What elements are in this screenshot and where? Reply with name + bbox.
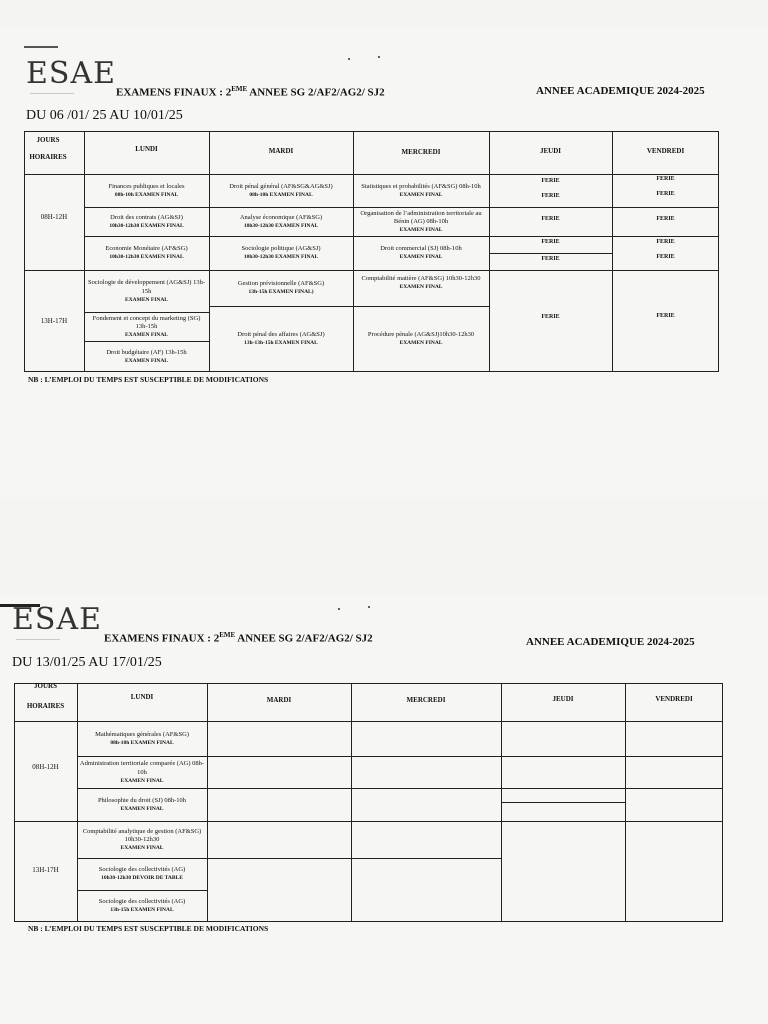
ferie-label: FERIE: [656, 176, 675, 182]
dot-mark: [338, 608, 340, 610]
header-jeudi: JEUDI: [539, 147, 561, 155]
header-vendredi: VENDREDI: [655, 695, 693, 703]
ferie-label: FERIE: [656, 239, 675, 245]
exam-title: EXAMENS FINAUX : 2EME ANNEE SG 2/AF2/AG2/ SJ2: [116, 85, 385, 99]
exam-title: EXAMENS FINAUX : 2EME ANNEE SG 2/AF2/AG2/ SJ2: [104, 631, 373, 645]
header-horaires: HORAIRES: [26, 702, 65, 710]
ferie-label: FERIE: [656, 216, 675, 222]
exam-cell: Droit budgétaire (AF) 13h-15h EXAMEN FINAL: [106, 348, 187, 364]
exam-cell: Fondement et concept du marketing (SG) 13h-15h EXAMEN FINAL: [92, 314, 201, 339]
ferie-label: FERIE: [541, 216, 560, 222]
exam-cell: Administration territoriale comparée (AG) 08h-10h EXAMEN FINAL: [79, 760, 205, 784]
ferie-label: FERIE: [656, 313, 675, 319]
ferie-label: FERIE: [656, 254, 675, 260]
exam-cell: Sociologie politique (AG&SJ) 10h30-12h30 EXAMEN FINAL: [241, 245, 321, 261]
slot-morning: 08H-12H: [32, 763, 59, 771]
schedule-sheet-week1: [0, 28, 768, 498]
header-mercredi: MERCREDI: [401, 148, 441, 156]
exam-cell: Economie Monétaire (AF&SG) 10h30-12h30 EXAMEN FINAL: [105, 245, 188, 261]
header-lundi: LUNDI: [130, 693, 154, 701]
exam-cell: Droit pénal des affaires (AG&SJ) 13h-13h-15h EXAMEN FINAL: [237, 331, 325, 347]
dot-mark: [368, 606, 370, 608]
exam-cell: Sociologie de développement (AG&SJ) 13h-15h EXAMEN FINAL: [88, 279, 205, 303]
nb-note: NB : L’EMPLOI DU TEMPS EST SUSCEPTIBLE DE MODIFICATIONS: [28, 375, 269, 384]
academic-year: ANNEE ACADEMIQUE 2024-2025: [526, 636, 695, 648]
schedule-sheet-week2: [0, 596, 768, 1024]
exam-period: DU 06 /01/ 25 AU 10/01/25: [26, 108, 183, 123]
header-jours: JOURS: [36, 136, 60, 144]
exam-cell: Statistiques et probabilités (AF&SG) 08h-10h EXAMEN FINAL: [361, 182, 481, 198]
exam-cell: Philosophie du droit (SJ) 08h-10h EXAMEN FINAL: [97, 796, 187, 812]
ferie-label: FERIE: [541, 256, 560, 262]
exam-cell: Finances publiques et locales 08h-10h EXAMEN FINAL: [108, 182, 185, 198]
logo-subtitle: ———————————: [16, 636, 60, 641]
exam-cell: Gestion prévisionnelle (AF&SG) 13h-15h EXAMEN FINAL): [237, 280, 325, 296]
exam-period: DU 13/01/25 AU 17/01/25: [12, 655, 162, 670]
exam-cell: Comptabilité analytique de gestion (AF&SG) 10h30-12h30 EXAMEN FINAL: [82, 827, 202, 852]
ferie-label: FERIE: [541, 178, 560, 184]
slot-afternoon: 13H-17H: [32, 866, 59, 874]
ferie-label: FERIE: [541, 193, 560, 199]
exam-cell: Procédure pénale (AG&SJ)10h30-12h30 EXAMEN FINAL: [367, 331, 475, 347]
exam-cell: Droit des contrats (AG&SJ) 10h30-12h30 EXAMEN FINAL: [109, 213, 184, 229]
esae-logo: ESAE: [26, 56, 117, 91]
exam-cell: Droit pénal général (AF&SG&AG&SJ) 08h-10h EXAMEN FINAL: [229, 182, 333, 198]
ferie-label: FERIE: [656, 191, 675, 197]
header-mardi: MARDI: [266, 696, 292, 704]
ferie-label: FERIE: [541, 314, 560, 320]
exam-cell: Sociologie des collectivités (AG) 10h30-12h30 DEVOIR DE TABLE: [98, 866, 186, 882]
nb-note: NB : L’EMPLOI DU TEMPS EST SUSCEPTIBLE DE MODIFICATIONS: [28, 924, 269, 933]
exam-cell: Droit commercial (SJ) 08h-10h EXAMEN FINAL: [380, 245, 462, 261]
dot-mark: [348, 58, 350, 60]
academic-year: ANNEE ACADEMIQUE 2024-2025: [536, 85, 705, 97]
header-jours: JOURS: [34, 682, 57, 690]
header-mardi: MARDI: [268, 147, 294, 155]
header-vendredi: VENDREDI: [646, 147, 685, 155]
slot-afternoon: 13H-17H: [40, 317, 68, 325]
exam-cell: Sociologie des collectivités (AG) 13h-15h EXAMEN FINAL: [98, 898, 186, 914]
esae-logo: ESAE: [12, 602, 103, 637]
ferie-label: FERIE: [541, 239, 560, 245]
exam-cell: Comptabilité matière (AF&SG) 10h30-12h30 EXAMEN FINAL: [361, 274, 481, 290]
slot-morning: 08H-12H: [40, 213, 68, 221]
exam-cell: Mathématiques générales (AF&SG) 08h-10h EXAMEN FINAL: [95, 730, 189, 746]
scribble-mark: [24, 46, 58, 48]
header-jeudi: JEUDI: [552, 695, 574, 703]
exam-cell: Organisation de l’administration territoriale au Bénin (AG) 08h-10h EXAMEN FINAL: [360, 209, 482, 234]
header-lundi: LUNDI: [135, 145, 158, 153]
header-horaires: HORAIRES: [29, 153, 67, 161]
logo-subtitle: ———————————: [30, 90, 74, 95]
dot-mark: [378, 56, 380, 58]
header-mercredi: MERCREDI: [406, 696, 446, 704]
exam-cell: Analyse économique (AF&SG) 10h30-12h30 EXAMEN FINAL: [239, 213, 323, 229]
